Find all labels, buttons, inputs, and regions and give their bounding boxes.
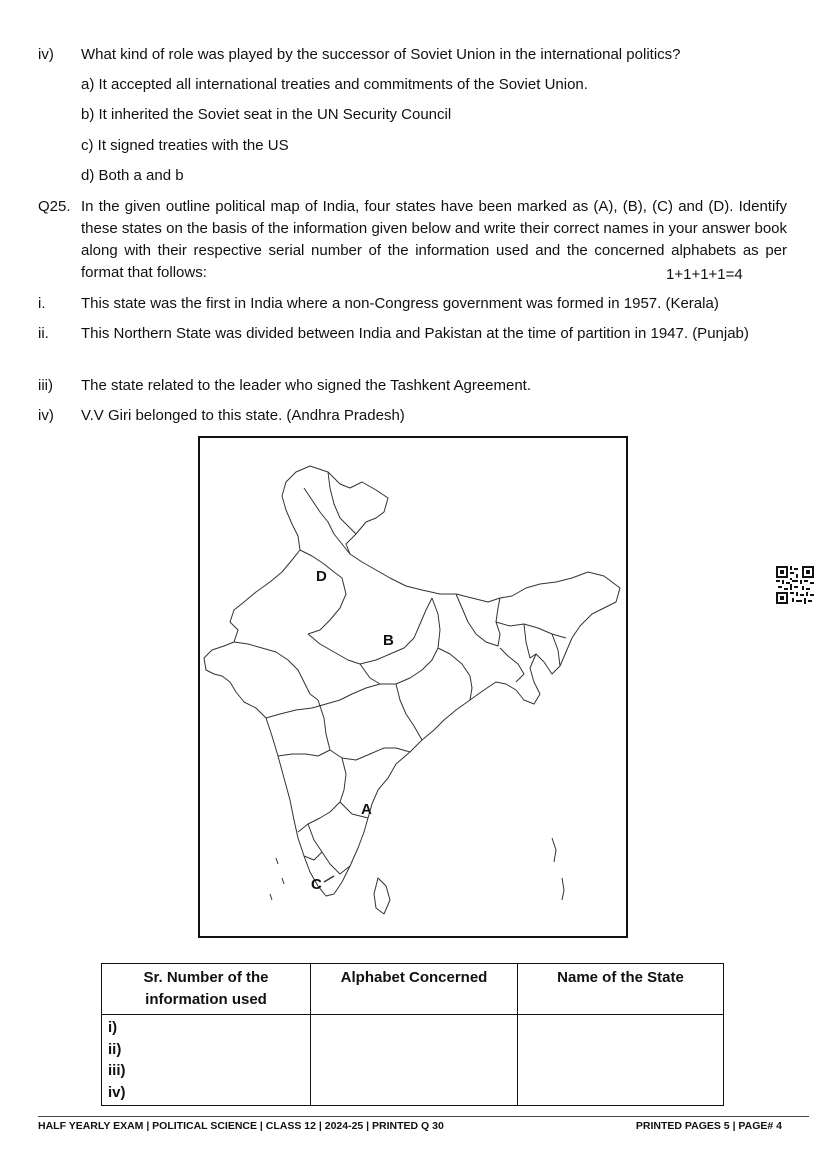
footer-divider — [38, 1116, 809, 1117]
q25-number: Q25. — [38, 198, 71, 215]
question-iv-number: iv) — [38, 46, 54, 63]
india-outline — [204, 466, 620, 896]
option-d: d) Both a and b — [81, 167, 184, 184]
map-label-b: B — [383, 632, 394, 649]
alphabet-cell — [311, 1015, 518, 1106]
footer-page-info: PRINTED PAGES 5 | PAGE# 4 — [635, 1120, 782, 1132]
map-label-c: C — [311, 876, 322, 893]
state-name-cell — [518, 1015, 724, 1106]
item-iv-number: iv) — [38, 407, 54, 424]
row-label-ii: ii) — [108, 1040, 122, 1058]
row-label-i: i) — [108, 1019, 118, 1036]
qr-code-icon — [776, 566, 814, 604]
q25-text: In the given outline political map of India, four states have been marked as (A), (B), (C) and (D). Identify these states on the basis of the information given below and write their correct names in your answer book along with their respective serial number of the information used and the concerned alphabets as per format that follows: — [81, 198, 787, 281]
option-b: b) It inherited the Soviet seat in the UN Security Council — [81, 106, 452, 123]
item-iv-text: V.V Giri belonged to this state. (Andhra Pradesh) — [81, 407, 405, 424]
option-a: a) It accepted all international treaties and commitments of the Soviet Union. — [81, 76, 588, 93]
table-row — [102, 1015, 724, 1106]
header-sr-number: Sr. Number of the information used — [102, 964, 311, 1015]
answer-format-table — [101, 963, 724, 1106]
item-i-text: This state was the first in India where a non-Congress government was formed in 1957. (Kerala) — [81, 295, 719, 312]
india-map-svg — [200, 438, 626, 936]
item-iii-text: The state related to the leader who signed the Tashkent Agreement. — [81, 377, 532, 394]
item-i-number: i. — [38, 295, 46, 312]
header-state-name: Name of the State — [518, 964, 724, 1015]
question-iv-text: What kind of role was played by the successor of Soviet Union in the international politics? — [81, 46, 681, 63]
india-outline-map — [198, 436, 628, 938]
item-iii-number: iii) — [38, 377, 53, 394]
item-ii-text: This Northern State was divided between India and Pakistan at the time of partition in 1947. (Punjab) — [81, 325, 749, 342]
header-alphabet: Alphabet Concerned — [311, 964, 518, 1015]
sr-number-cell — [102, 1015, 311, 1106]
item-ii-number: ii. — [38, 325, 49, 342]
q25-marks: 1+1+1+1=4 — [666, 266, 743, 283]
row-label-iii: iii) — [108, 1062, 126, 1079]
map-label-d: D — [316, 568, 327, 585]
row-label-iv: iv) — [108, 1083, 126, 1101]
footer-exam-info: HALF YEARLY EXAM | POLITICAL SCIENCE | CLASS 12 | 2024-25 | PRINTED Q 30 — [38, 1120, 444, 1132]
map-label-a: A — [361, 801, 372, 818]
option-c: c) It signed treaties with the US — [81, 137, 289, 154]
